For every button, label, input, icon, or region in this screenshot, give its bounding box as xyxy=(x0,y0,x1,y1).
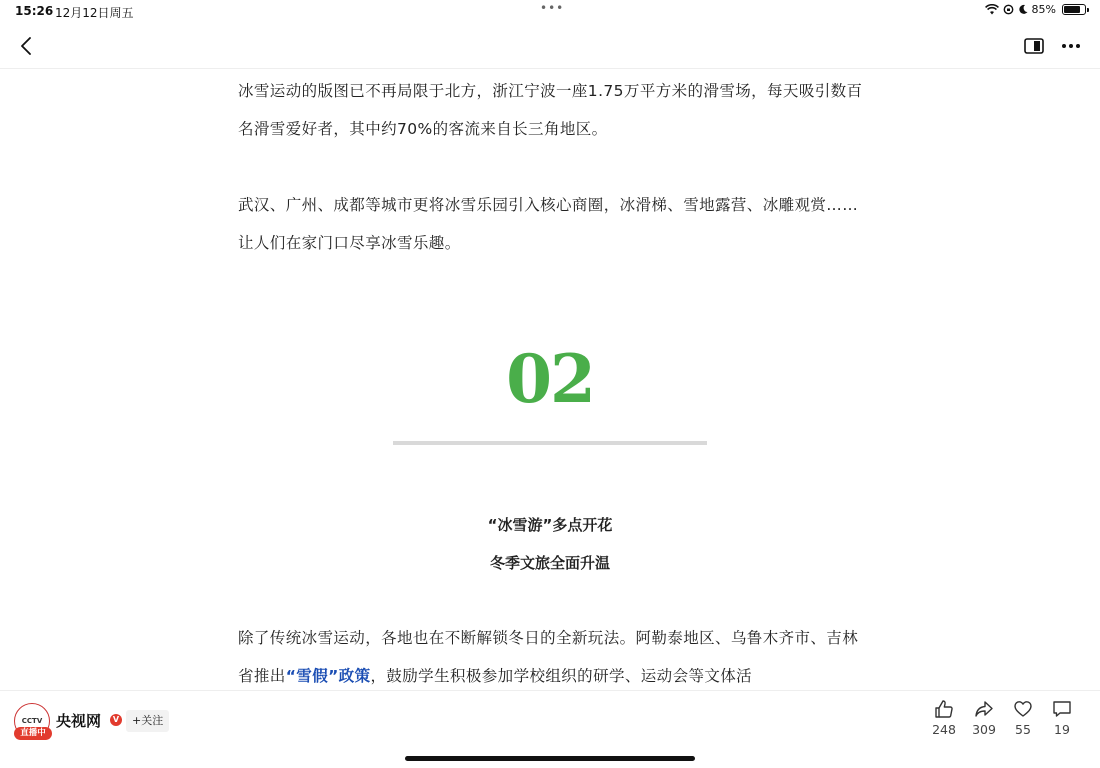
author-name[interactable]: 央视网 xyxy=(56,712,102,730)
avatar-logo-text: CCTV xyxy=(21,717,43,725)
heart-icon xyxy=(1013,699,1033,719)
comment-count: 19 xyxy=(1054,722,1070,737)
more-button[interactable] xyxy=(1058,34,1084,58)
moon-icon xyxy=(1018,4,1028,15)
reader-panel-button[interactable] xyxy=(1022,34,1046,58)
section-number: 02 xyxy=(506,340,594,418)
section-subhead-1: “冰雪游”多点开花 xyxy=(487,516,613,534)
comment-button[interactable] xyxy=(1042,699,1082,737)
favorite-count: 55 xyxy=(1015,722,1031,737)
status-indicators xyxy=(985,3,1086,16)
status-bar xyxy=(0,0,1100,24)
paragraph-text: 除了传统冰雪运动，各地也在不断解锁冬日的全新玩法。阿勒泰地区、乌鲁木齐市、吉林省推出 xyxy=(238,629,859,685)
like-count: 248 xyxy=(932,722,956,737)
section-divider xyxy=(393,441,707,445)
live-badge[interactable]: 直播中 xyxy=(14,727,52,740)
paragraph-text: ，鼓励学生积极参加学校组织的研学、运动会等文体活 xyxy=(370,667,753,685)
battery-percent: 85% xyxy=(1031,3,1056,16)
multitask-dots-icon[interactable]: ••• xyxy=(540,1,565,15)
article-paragraph-2: 武汉、广州、成都等城市更将冰雪乐园引入核心商圈，冰滑梯、雪地露营、冰雕观赏……让人们在家门口尽享冰雪乐趣。 xyxy=(238,196,859,252)
battery-icon xyxy=(1062,4,1086,15)
snow-holiday-policy-link[interactable]: “雪假”政策 xyxy=(285,667,371,685)
wifi-icon xyxy=(985,4,999,15)
reader-panel-icon xyxy=(1024,38,1044,54)
follow-button[interactable]: +关注 xyxy=(126,710,169,732)
share-arrow-icon xyxy=(974,699,994,719)
article-paragraph-1: 冰雪运动的版图已不再局限于北方，浙江宁波一座1.75万平方米的滑雪场，每天吸引数百名滑雪爱好者，其中约70%的客流来自长三角地区。 xyxy=(238,82,863,138)
status-time: 15:26 xyxy=(15,4,54,18)
share-button[interactable] xyxy=(964,699,1004,737)
favorite-button[interactable] xyxy=(1003,699,1043,737)
back-button[interactable] xyxy=(12,32,40,60)
comment-bubble-icon xyxy=(1052,699,1072,719)
chevron-left-icon xyxy=(20,37,32,55)
status-date: 12月12日周五 xyxy=(55,6,134,20)
battery-level-fill xyxy=(1064,6,1080,13)
like-button[interactable] xyxy=(924,699,964,737)
more-horizontal-icon xyxy=(1061,43,1081,49)
article-paragraph-3 xyxy=(238,619,868,695)
home-indicator[interactable] xyxy=(405,756,695,761)
orientation-lock-icon xyxy=(1003,4,1014,15)
share-count: 309 xyxy=(972,722,996,737)
top-nav-bar xyxy=(0,24,1100,69)
section-subhead-2: 冬季文旅全面升温 xyxy=(489,554,610,572)
verified-icon: V xyxy=(110,714,122,726)
thumbs-up-icon xyxy=(934,699,954,719)
